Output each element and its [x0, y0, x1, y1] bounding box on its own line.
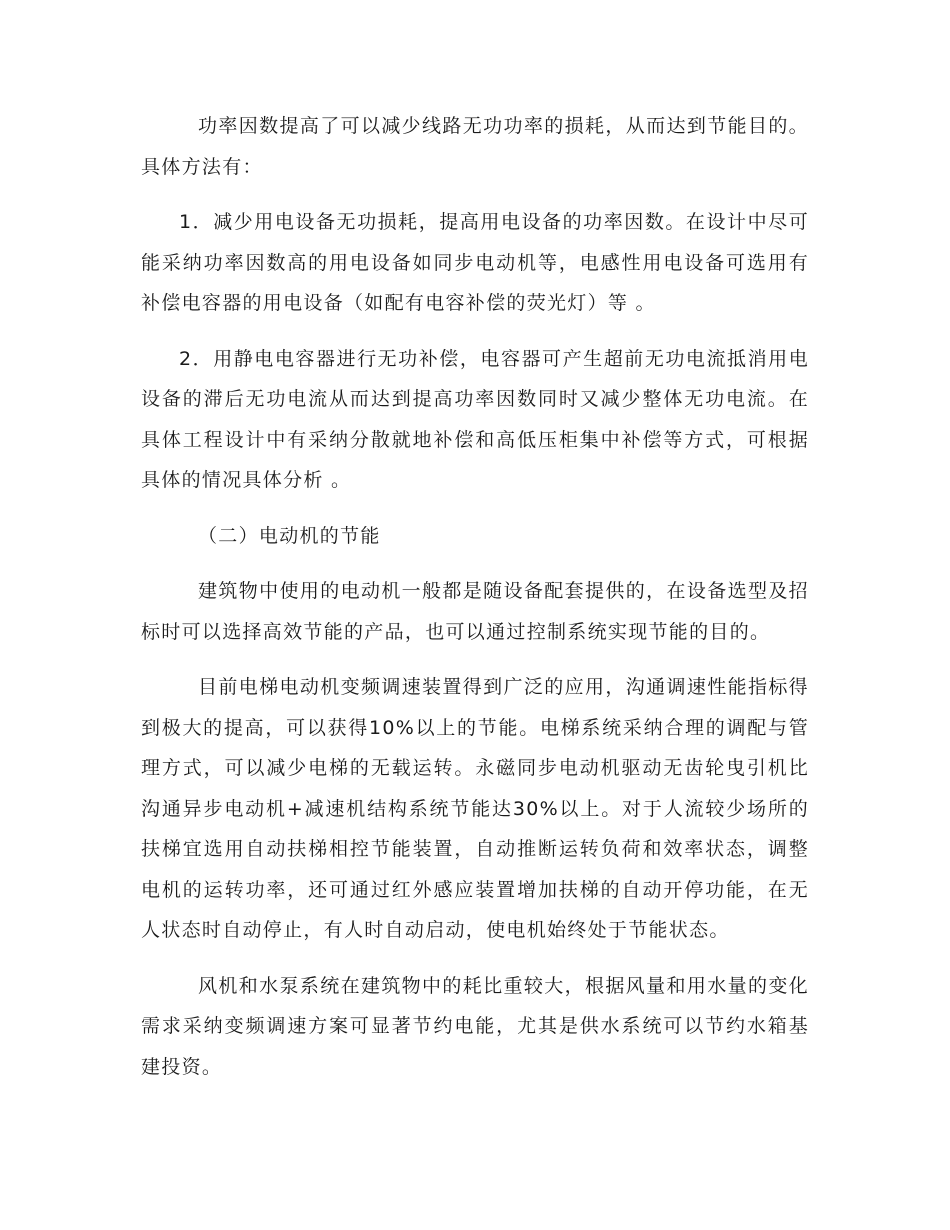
- paragraph-elevator: 目前电梯电动机变频调速装置得到广泛的应用，沟通调速性能指标得到极大的提高，可以获得10%以上的节能。电梯系统采纳合理的调配与管理方式，可以减少电梯的无载运转。永磁同步电动机驱动无齿轮曳引机比沟通异步电动机+减速机结构系统节能达30%以上。对于人流较少场所的扶梯宜选用自动扶梯相控节能装置，自动推断运转负荷和效率状态，调整电机的运转功率，还可通过红外感应装置增加扶梯的自动开停功能，在无人状态时自动停止，有人时自动启动，使电机始终处于节能状态。: [141, 676, 809, 941]
- paragraph-method-1: 1．减少用电设备无功损耗，提高用电设备的功率因数。在设计中尽可能采纳功率因数高的用电设备如同步电动机等，电感性用电设备可选用有补偿电容器的用电设备（如配有电容补偿的荧光灯）等 。: [141, 211, 809, 314]
- paragraph-power-factor-intro: 功率因数提高了可以减少线路无功功率的损耗，从而达到节能目的。具体方法有：: [141, 115, 809, 178]
- document-body: [141, 106, 809, 1102]
- paragraph-fan-pump: 风机和水泵系统在建筑物中的耗比重较大，根据风量和用水量的变化需求采纳变频调速方案可显著节约电能，尤其是供水系统可以节约水箱基建投资。: [141, 974, 809, 1078]
- paragraph-method-2: 2．用静电电容器进行无功补偿，电容器可产生超前无功电流抵消用电设备的滞后无功电流从而达到提高功率因数同时又减少整体无功电流。在具体工程设计中有采纳分散就地补偿和高低压柜集中补偿等方式，可根据具体的情况具体分析 。: [141, 347, 809, 491]
- paragraph-motor-selection: 建筑物中使用的电动机一般都是随设备配套提供的，在设备选型及招标时可以选择高效节能的产品，也可以通过控制系统实现节能的目的。: [141, 580, 809, 643]
- section-heading-motor-energy-saving: （二）电动机的节能: [198, 524, 381, 547]
